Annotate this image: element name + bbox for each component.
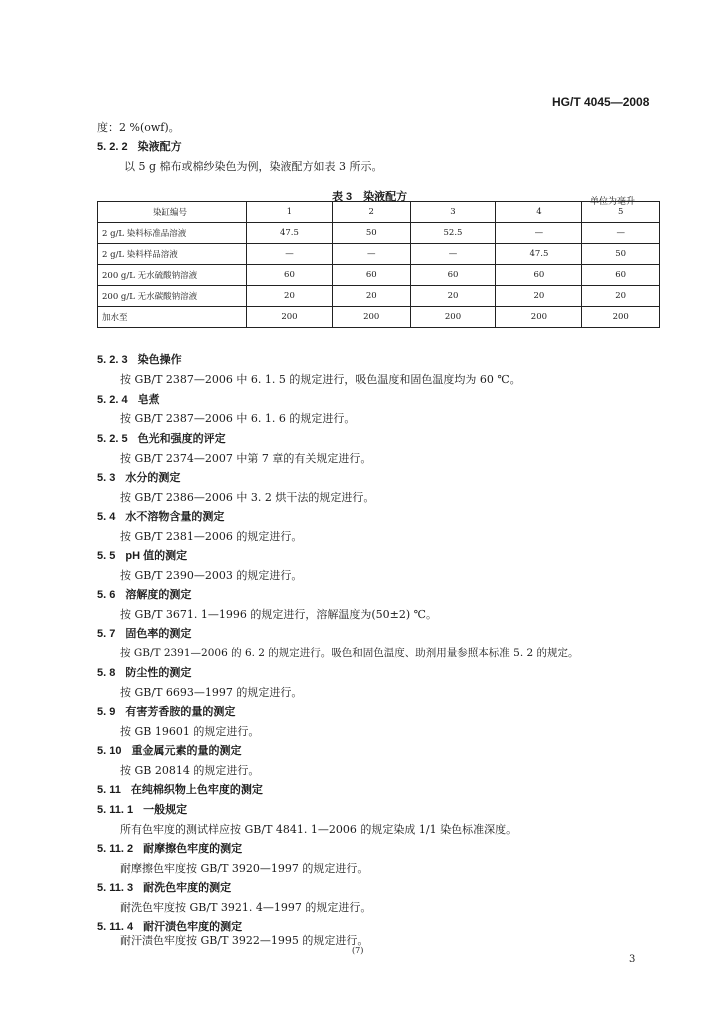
- table-unit: 单位为毫升: [590, 197, 636, 207]
- section-heading: [97, 879, 231, 895]
- table-cell: 60: [332, 265, 410, 286]
- section-number: 5. 2. 3: [97, 354, 128, 366]
- header-cell: 2: [332, 202, 410, 223]
- table-cell: —: [410, 244, 496, 265]
- table-cell: 20: [496, 286, 582, 307]
- table-row: [98, 244, 660, 265]
- row-label: 200 g/L 无水碳酸钠溶液: [98, 286, 247, 307]
- section-number: 5. 5: [97, 550, 116, 562]
- table-cell: 60: [247, 265, 333, 286]
- section-number: 5. 6: [97, 589, 116, 601]
- header-cell: 4: [496, 202, 582, 223]
- row-label: 200 g/L 无水硫酸钠溶液: [98, 265, 247, 286]
- table-header-row: [98, 202, 660, 223]
- section-number: 5. 10: [97, 745, 122, 757]
- row-label: 2 g/L 染料标准品溶液: [98, 223, 247, 244]
- section-title: 重金属元素的量的测定: [131, 745, 242, 757]
- table-row: [98, 307, 660, 328]
- section-title: 皂煮: [137, 394, 160, 406]
- section-heading: [97, 703, 235, 719]
- section-title: 在纯棉织物上色牢度的测定: [130, 784, 263, 796]
- section-heading: [97, 664, 191, 680]
- section-title: 染色操作: [137, 354, 182, 366]
- section-number: 5. 2. 4: [97, 394, 128, 406]
- section-body: 以 5 g 棉布或棉纱染色为例，染液配方如表 3 所示。: [124, 160, 383, 173]
- section-number: 5. 8: [97, 667, 116, 679]
- section-number: 5. 2. 2: [97, 141, 128, 153]
- table-cell: 20: [582, 286, 660, 307]
- section-title: 防尘性的测定: [125, 667, 192, 679]
- table-cell: 200: [496, 307, 582, 328]
- section-body: 按 GB/T 2390—2003 的规定进行。: [120, 569, 303, 582]
- table-cell: 200: [410, 307, 496, 328]
- table-cell: 200: [582, 307, 660, 328]
- section-heading: [97, 742, 241, 758]
- section-body: 按 GB/T 2374—2007 中第 7 章的有关规定进行。: [120, 452, 372, 465]
- header-cell: 1: [247, 202, 333, 223]
- header-cell: 5: [582, 202, 660, 223]
- section-heading: [97, 508, 224, 524]
- section-body: 按 GB 19601 的规定进行。: [120, 725, 260, 738]
- row-label: 2 g/L 染料样品溶液: [98, 244, 247, 265]
- section-title: 耐摩擦色牢度的测定: [143, 843, 243, 855]
- table-caption: 表 3 染液配方: [332, 191, 408, 203]
- table-cell: 60: [496, 265, 582, 286]
- header-cell: 3: [410, 202, 496, 223]
- table-cell: 200: [247, 307, 333, 328]
- section-body: 耐洗色牢度按 GB/T 3921. 4—1997 的规定进行。: [120, 901, 372, 914]
- section-number: 5. 11. 1: [97, 804, 134, 816]
- section-number: 5. 11. 4: [97, 921, 134, 933]
- section-heading: [97, 625, 191, 641]
- section-title: 染液配方: [137, 141, 182, 153]
- table-cell: 52.5: [410, 223, 496, 244]
- section-heading: [97, 138, 182, 154]
- section-heading: [97, 547, 187, 563]
- table-cell: 47.5: [247, 223, 333, 244]
- section-body: 按 GB/T 6693—1997 的规定进行。: [120, 686, 303, 699]
- section-number: 5. 9: [97, 706, 116, 718]
- table-cell: 200: [332, 307, 410, 328]
- section-body: 按 GB/T 2387—2006 中 6. 1. 5 的规定进行，吸色温度和固色温度均为 60 ℃。: [120, 373, 521, 386]
- section-number: 5. 11: [97, 784, 121, 796]
- table-cell: —: [332, 244, 410, 265]
- section-heading: [97, 781, 263, 797]
- table-row: [98, 265, 660, 286]
- section-number: 5. 2. 5: [97, 433, 128, 445]
- table-cell: —: [247, 244, 333, 265]
- section-title: pH 值的测定: [125, 550, 188, 562]
- section-title: 水不溶物含量的测定: [125, 511, 225, 523]
- section-title: 固色率的测定: [125, 628, 192, 640]
- section-body: 耐汗渍色牢度按 GB/T 3922—1995 的规定进行。: [120, 934, 369, 947]
- standard-code: HG/T 4045—2008: [552, 95, 650, 109]
- section-number: 5. 11. 2: [97, 843, 134, 855]
- section-body: 所有色牢度的测试样应按 GB/T 4841. 1—2006 的规定染成 1/1 染色标准深度。: [120, 823, 518, 836]
- table-cell: 60: [582, 265, 660, 286]
- page-number: 3: [629, 954, 636, 965]
- recipe-table: [97, 201, 660, 328]
- section-heading: [97, 586, 191, 602]
- section-number: 5. 3: [97, 472, 116, 484]
- section-title: 耐洗色牢度的测定: [143, 882, 232, 894]
- header-cell: 染缸编号: [98, 202, 247, 223]
- section-body: 按 GB 20814 的规定进行。: [120, 764, 260, 777]
- section-heading: [97, 430, 226, 446]
- table-row: [98, 286, 660, 307]
- section-number: 5. 4: [97, 511, 116, 523]
- table-cell: 50: [332, 223, 410, 244]
- section-title: 有害芳香胺的量的测定: [125, 706, 236, 718]
- section-title: 色光和强度的评定: [137, 433, 226, 445]
- table-cell: 60: [410, 265, 496, 286]
- section-title: 耐汗渍色牢度的测定: [143, 921, 243, 933]
- section-title: 溶解度的测定: [125, 589, 192, 601]
- section-title: 水分的测定: [125, 472, 181, 484]
- table-cell: —: [582, 223, 660, 244]
- section-body: 按 GB/T 2387—2006 中 6. 1. 6 的规定进行。: [120, 412, 356, 425]
- section-body: 按 GB/T 2386—2006 中 3. 2 烘干法的规定进行。: [120, 491, 375, 504]
- section-title: 一般规定: [143, 804, 188, 816]
- section-body: 按 GB/T 2391—2006 的 6. 2 的规定进行。吸色和固色温度、助剂用量参照本标准 5. 2 的规定。: [120, 647, 579, 659]
- section-body: 耐摩擦色牢度按 GB/T 3920—1997 的规定进行。: [120, 862, 369, 875]
- table-cell: —: [496, 223, 582, 244]
- section-body: 按 GB/T 2381—2006 的规定进行。: [120, 530, 303, 543]
- section-number: 5. 7: [97, 628, 116, 640]
- table-row: [98, 223, 660, 244]
- section-heading: [97, 840, 242, 856]
- table-cell: 20: [410, 286, 496, 307]
- table-cell: 20: [332, 286, 410, 307]
- section-heading: [97, 469, 180, 485]
- section-number: 5. 11. 3: [97, 882, 134, 894]
- section-heading: [97, 391, 160, 407]
- table-cell: 47.5: [496, 244, 582, 265]
- table-cell: 50: [582, 244, 660, 265]
- section-heading: [97, 351, 182, 367]
- section-body: 按 GB/T 3671. 1—1996 的规定进行，溶解温度为(50±2) ℃。: [120, 608, 437, 621]
- section-heading: [97, 801, 187, 817]
- table-cell: 20: [247, 286, 333, 307]
- row-label: 加水至: [98, 307, 247, 328]
- footer-page-marker: (7): [352, 946, 364, 955]
- intro-text: 度：2 %(owf)。: [97, 121, 180, 134]
